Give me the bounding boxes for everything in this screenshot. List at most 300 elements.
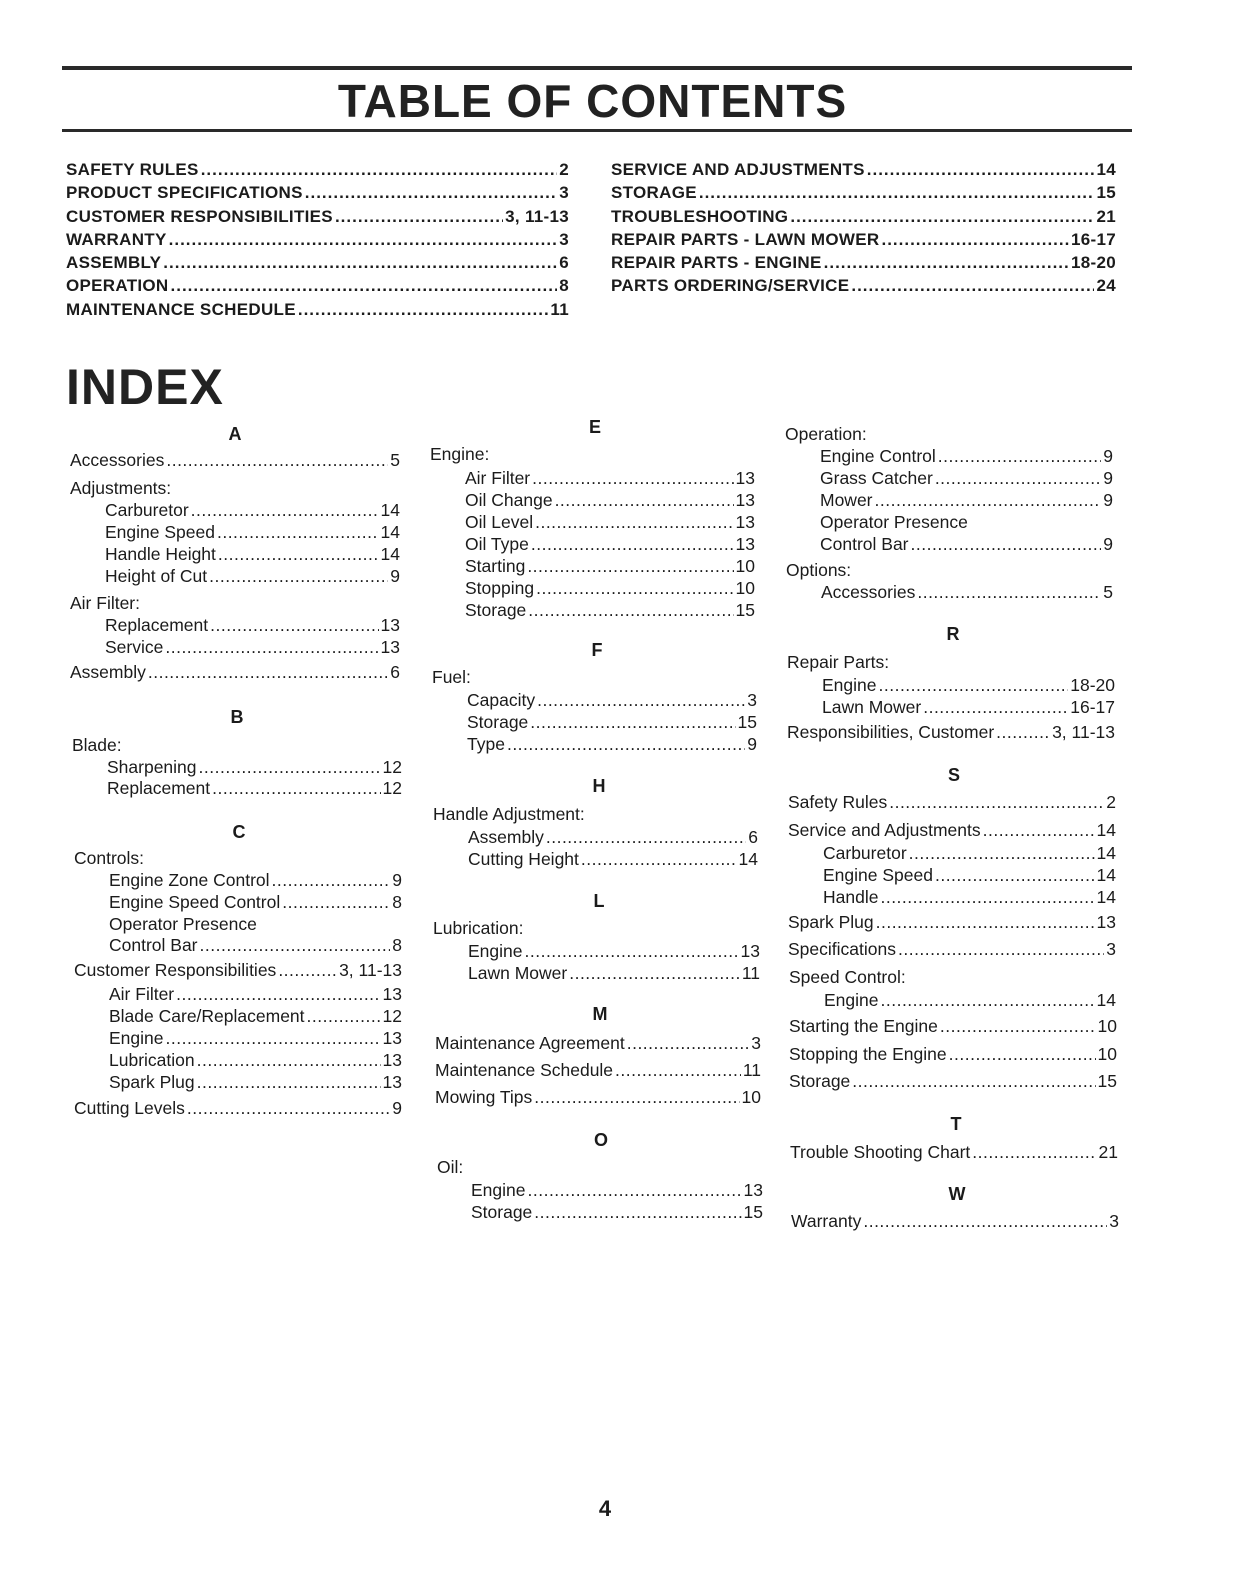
dot-leader bbox=[983, 820, 1095, 841]
index-entry[interactable] bbox=[105, 615, 400, 636]
index-letter: B bbox=[230, 707, 244, 727]
index-entry-page: 3 bbox=[1109, 1211, 1119, 1231]
index-entry-label: Replacement bbox=[105, 615, 209, 635]
index-entry-page: 6 bbox=[390, 662, 400, 682]
toc-entry-page: 3, 11-13 bbox=[505, 206, 569, 226]
title-rule bbox=[62, 129, 1132, 132]
dot-leader bbox=[581, 849, 737, 870]
dot-leader bbox=[197, 1072, 381, 1093]
index-entry-page: 21 bbox=[1098, 1142, 1118, 1162]
index-entry-label: Blade Care/Replacement bbox=[109, 1006, 305, 1026]
index-entry[interactable] bbox=[435, 1060, 761, 1081]
dot-leader bbox=[171, 276, 558, 296]
index-heading: Operation: bbox=[785, 424, 867, 444]
index-entry-label: Control Bar bbox=[109, 935, 198, 955]
index-entry-page: 13 bbox=[1096, 912, 1116, 932]
index-entry-label: Specifications bbox=[788, 939, 896, 959]
index-entry-label: Lubrication bbox=[109, 1050, 195, 1070]
index-entry-page: 18-20 bbox=[1070, 675, 1115, 695]
dot-leader bbox=[298, 300, 549, 320]
index-entry-label: Lawn Mower bbox=[468, 963, 568, 983]
dot-leader bbox=[166, 450, 388, 471]
index-entry-page: 3, 11-13 bbox=[1052, 722, 1115, 742]
toc-entry-page: 21 bbox=[1096, 206, 1116, 226]
index-heading: Engine: bbox=[430, 444, 490, 464]
dot-leader bbox=[176, 984, 380, 1005]
index-entry-page: 9 bbox=[1103, 534, 1113, 554]
index-entry-label: Replacement bbox=[107, 778, 211, 798]
index-entry[interactable] bbox=[109, 870, 402, 891]
index-entry-page: 13 bbox=[735, 512, 755, 532]
index-entry-page: 15 bbox=[735, 600, 755, 620]
index-entry-page: 16-17 bbox=[1070, 697, 1115, 717]
toc-entry-page: 3 bbox=[559, 183, 569, 203]
index-entry[interactable] bbox=[789, 1071, 1117, 1092]
index-entry-page: 11 bbox=[742, 1060, 761, 1080]
dot-leader bbox=[867, 160, 1095, 180]
toc-entry-label: WARRANTY bbox=[66, 229, 167, 249]
toc-entry[interactable] bbox=[611, 207, 1116, 230]
index-entry-label: Service and Adjustments bbox=[788, 820, 981, 840]
dot-leader bbox=[917, 582, 1101, 603]
index-entry-label: Handle bbox=[823, 887, 879, 907]
index-heading: Handle Adjustment: bbox=[433, 804, 585, 824]
index-entry-label: Carburetor bbox=[105, 500, 189, 520]
dot-leader bbox=[996, 722, 1050, 743]
toc-entry-label: CUSTOMER RESPONSIBILITIES bbox=[66, 206, 333, 226]
index-entry-label: Type bbox=[467, 734, 505, 754]
index-entry[interactable] bbox=[435, 1087, 761, 1108]
toc-entry-page: 14 bbox=[1096, 160, 1116, 179]
index-entry-page: 12 bbox=[382, 757, 402, 777]
index-entry-label: Capacity bbox=[467, 690, 536, 710]
index-entry-label: Maintenance Schedule bbox=[435, 1060, 614, 1080]
index-entry-label: Carburetor bbox=[823, 843, 907, 863]
dot-leader bbox=[201, 160, 558, 180]
index-entry[interactable] bbox=[468, 941, 760, 962]
toc-entry-label: ASSEMBLY bbox=[66, 253, 162, 273]
index-entry-label: Spark Plug bbox=[109, 1072, 195, 1092]
dot-leader bbox=[166, 1028, 381, 1049]
toc-entry[interactable] bbox=[66, 183, 569, 206]
index-entry[interactable] bbox=[790, 1142, 1118, 1163]
dot-leader bbox=[148, 662, 388, 683]
index-entry[interactable] bbox=[465, 468, 755, 489]
index-entry-label: Engine Speed Control bbox=[109, 892, 281, 912]
toc-entry[interactable] bbox=[66, 207, 569, 230]
index-entry[interactable] bbox=[820, 534, 1113, 555]
dot-leader bbox=[935, 468, 1101, 489]
index-entry-label: Control Bar bbox=[820, 534, 909, 554]
index-entry[interactable] bbox=[70, 450, 400, 471]
index-entry-label: Accessories bbox=[821, 582, 916, 602]
index-entry-label: Service bbox=[105, 637, 164, 657]
index-entry[interactable] bbox=[465, 490, 755, 511]
toc-entry[interactable] bbox=[611, 253, 1116, 276]
index-entry[interactable] bbox=[109, 1072, 402, 1093]
index-entry-label: Storage bbox=[789, 1071, 851, 1091]
index-entry-page: 13 bbox=[743, 1180, 763, 1200]
index-entry-page: 14 bbox=[380, 522, 400, 542]
index-entry-label: Air Filter bbox=[109, 984, 175, 1004]
index-entry-page: 13 bbox=[382, 984, 402, 1004]
index-entry[interactable] bbox=[822, 675, 1115, 696]
toc-entry-page: 16-17 bbox=[1071, 229, 1116, 249]
index-entry[interactable] bbox=[105, 544, 400, 565]
index-entry-page: 13 bbox=[735, 468, 755, 488]
index-entry[interactable] bbox=[471, 1180, 763, 1201]
toc-entry-label: SERVICE AND ADJUSTMENTS bbox=[611, 160, 865, 179]
dot-leader bbox=[199, 757, 381, 778]
index-entry-label: Sharpening bbox=[107, 757, 197, 777]
toc-entry[interactable] bbox=[66, 253, 569, 276]
index-entry[interactable] bbox=[824, 990, 1116, 1011]
dot-leader bbox=[972, 1142, 1096, 1163]
index-entry-label: Customer Responsibilities bbox=[74, 960, 277, 980]
index-title: INDEX bbox=[66, 359, 224, 415]
index-entry[interactable] bbox=[435, 1033, 761, 1054]
index-entry[interactable] bbox=[74, 1098, 402, 1119]
dot-leader bbox=[278, 960, 337, 981]
dot-leader bbox=[507, 734, 745, 755]
index-entry-page: 10 bbox=[735, 556, 755, 576]
index-entry-page: 10 bbox=[735, 578, 755, 598]
index-entry-label: Handle Height bbox=[105, 544, 216, 564]
toc-entry-label: REPAIR PARTS - LAWN MOWER bbox=[611, 229, 880, 249]
index-entry-label: Starting the Engine bbox=[789, 1016, 938, 1036]
dot-leader bbox=[191, 500, 379, 521]
index-entry-label: Engine bbox=[468, 941, 523, 961]
dot-leader bbox=[535, 512, 733, 533]
index-heading: Lubrication: bbox=[433, 918, 524, 938]
toc-entry-page: 15 bbox=[1096, 183, 1116, 203]
index-entry-label: Stopping the Engine bbox=[789, 1044, 947, 1064]
index-entry[interactable] bbox=[109, 1050, 402, 1071]
index-entry-label: Engine bbox=[824, 990, 879, 1010]
index-entry-page: 13 bbox=[382, 1050, 402, 1070]
toc-entry[interactable] bbox=[611, 160, 1116, 183]
dot-leader bbox=[909, 843, 1095, 864]
dot-leader bbox=[863, 1211, 1107, 1232]
index-entry-label: Engine Speed bbox=[105, 522, 215, 542]
toc-title: TABLE OF CONTENTS bbox=[337, 75, 848, 127]
toc-entry-page: 6 bbox=[559, 253, 569, 273]
index-entry-label: Air Filter bbox=[465, 468, 531, 488]
toc-entry-page: 11 bbox=[550, 299, 569, 319]
index-entry-label: Mowing Tips bbox=[435, 1087, 533, 1107]
index-entry-page: 3, 11-13 bbox=[339, 960, 402, 980]
index-entry[interactable] bbox=[465, 534, 755, 555]
index-entry-page: 6 bbox=[748, 827, 758, 847]
index-entry[interactable] bbox=[820, 446, 1113, 467]
index-entry[interactable] bbox=[788, 912, 1116, 933]
index-letter: W bbox=[948, 1184, 966, 1204]
index-entry-page: 8 bbox=[392, 892, 402, 912]
index-entry[interactable] bbox=[105, 566, 400, 587]
index-entry-page: 2 bbox=[1106, 792, 1116, 812]
index-entry-label: Grass Catcher bbox=[820, 468, 933, 488]
index-entry[interactable] bbox=[823, 843, 1116, 864]
toc-entry-page: 2 bbox=[559, 160, 569, 179]
dot-leader bbox=[200, 935, 391, 956]
dot-leader bbox=[536, 578, 733, 599]
dot-leader bbox=[534, 1202, 741, 1223]
index-entry-label: Assembly bbox=[70, 662, 146, 682]
dot-leader bbox=[898, 939, 1104, 960]
dot-leader bbox=[163, 253, 557, 273]
index-entry[interactable] bbox=[789, 1016, 1117, 1037]
dot-leader bbox=[530, 712, 735, 733]
dot-leader bbox=[546, 827, 746, 848]
index-entry[interactable] bbox=[105, 637, 400, 658]
index-entry-label: Storage bbox=[467, 712, 529, 732]
index-entry-page: 14 bbox=[1096, 887, 1116, 907]
index-entry-label: Engine Speed bbox=[823, 865, 933, 885]
index-entry-page: 13 bbox=[380, 615, 400, 635]
index-entry-page: 3 bbox=[1106, 939, 1116, 959]
index-letter: R bbox=[946, 624, 960, 644]
index-heading: Options: bbox=[786, 560, 852, 580]
index-entry[interactable] bbox=[823, 887, 1116, 908]
index-entry-label: Engine bbox=[109, 1028, 164, 1048]
index-letter: T bbox=[950, 1114, 962, 1134]
page-number: 4 bbox=[598, 1496, 612, 1521]
dot-leader bbox=[218, 544, 379, 565]
index-entry-page: 5 bbox=[1103, 582, 1113, 602]
dot-leader bbox=[165, 637, 378, 658]
index-entry-label: Engine Zone Control bbox=[109, 870, 270, 890]
index-entry-label: Lawn Mower bbox=[822, 697, 922, 717]
toc-entry-label: PARTS ORDERING/SERVICE bbox=[611, 276, 850, 296]
index-entry[interactable] bbox=[109, 1028, 402, 1049]
toc-entry-page: 24 bbox=[1096, 276, 1116, 296]
index-entry[interactable] bbox=[467, 734, 757, 755]
index-entry[interactable] bbox=[789, 1044, 1117, 1065]
index-entry-page: 3 bbox=[747, 690, 757, 710]
index-entry-label: Starting bbox=[465, 556, 526, 576]
index-letter: F bbox=[591, 640, 603, 660]
toc-entry-page: 3 bbox=[559, 229, 569, 249]
index-entry[interactable] bbox=[109, 984, 402, 1005]
index-entry-label: Oil Type bbox=[465, 534, 529, 554]
index-entry[interactable] bbox=[788, 792, 1116, 813]
toc-entry-label: TROUBLESHOOTING bbox=[611, 206, 789, 226]
index-entry-label: Maintenance Agreement bbox=[435, 1033, 625, 1053]
index-entry-page: 12 bbox=[382, 1006, 402, 1026]
index-entry[interactable] bbox=[107, 778, 402, 799]
index-entry[interactable] bbox=[788, 820, 1116, 841]
index-heading: Speed Control: bbox=[789, 967, 906, 987]
dot-leader bbox=[852, 1071, 1095, 1092]
index-letter: L bbox=[593, 891, 605, 911]
index-entry[interactable] bbox=[468, 963, 760, 984]
toc-entry-page: 18-20 bbox=[1071, 253, 1116, 273]
dot-leader bbox=[555, 490, 734, 511]
toc-entry[interactable] bbox=[66, 276, 569, 299]
dot-leader bbox=[949, 1044, 1096, 1065]
index-entry-page: 8 bbox=[392, 935, 402, 955]
index-entry-page: 14 bbox=[738, 849, 758, 869]
index-entry[interactable] bbox=[109, 935, 402, 956]
index-entry-page: 10 bbox=[1097, 1044, 1117, 1064]
index-entry[interactable] bbox=[465, 556, 755, 577]
index-entry-label: Operator Presence bbox=[820, 512, 968, 532]
index-entry-page: 13 bbox=[740, 941, 760, 961]
index-entry-page: 14 bbox=[380, 544, 400, 564]
index-heading: Controls: bbox=[74, 848, 145, 868]
index-entry-page: 14 bbox=[1096, 865, 1116, 885]
index-entry-page: 15 bbox=[743, 1202, 763, 1222]
index-entry[interactable] bbox=[787, 722, 1115, 743]
index-entry-label: Cutting Levels bbox=[74, 1098, 185, 1118]
index-entry-page: 10 bbox=[741, 1087, 761, 1107]
index-entry[interactable] bbox=[467, 712, 757, 733]
dot-leader bbox=[305, 183, 557, 203]
index-entry[interactable] bbox=[465, 600, 755, 621]
index-entry[interactable] bbox=[791, 1211, 1119, 1232]
index-entry-page: 5 bbox=[390, 450, 400, 470]
index-entry-page: 9 bbox=[390, 566, 400, 586]
toc-entry[interactable] bbox=[66, 230, 569, 253]
index-entry[interactable] bbox=[109, 1006, 402, 1027]
index-entry-page: 14 bbox=[1096, 843, 1116, 863]
index-entry-page: 11 bbox=[741, 963, 760, 983]
dot-leader bbox=[935, 865, 1095, 886]
dot-leader bbox=[197, 1050, 381, 1071]
index-letter: O bbox=[593, 1130, 608, 1150]
index-letter: M bbox=[592, 1004, 608, 1024]
dot-leader bbox=[212, 778, 380, 799]
dot-leader bbox=[187, 1098, 390, 1119]
index-entry-label: Trouble Shooting Chart bbox=[790, 1142, 971, 1162]
index-entry[interactable] bbox=[465, 512, 755, 533]
index-entry[interactable] bbox=[821, 582, 1113, 603]
index-entry[interactable] bbox=[822, 697, 1115, 718]
index-entry-page: 13 bbox=[380, 637, 400, 657]
toc-entry[interactable] bbox=[66, 160, 569, 183]
index-heading: Repair Parts: bbox=[787, 652, 890, 672]
index-entry-label: Stopping bbox=[465, 578, 535, 598]
index-entry[interactable] bbox=[74, 960, 402, 981]
dot-leader bbox=[911, 534, 1102, 555]
index-letter: A bbox=[228, 424, 242, 444]
index-entry[interactable] bbox=[105, 500, 400, 521]
index-entry[interactable] bbox=[820, 468, 1113, 489]
index-entry-page: 13 bbox=[735, 490, 755, 510]
dot-leader bbox=[940, 1016, 1096, 1037]
toc-entry[interactable] bbox=[611, 230, 1116, 253]
index-entry-page: 15 bbox=[737, 712, 757, 732]
index-entry[interactable] bbox=[820, 490, 1113, 511]
toc-entry-label: OPERATION bbox=[66, 276, 169, 296]
toc-entry[interactable] bbox=[66, 300, 569, 323]
index-entry-page: 13 bbox=[735, 534, 755, 554]
index-entry[interactable] bbox=[465, 578, 755, 599]
toc-left-column bbox=[66, 160, 569, 323]
index-entry-page: 9 bbox=[392, 870, 402, 890]
dot-leader bbox=[531, 534, 734, 555]
index-entry[interactable] bbox=[471, 1202, 763, 1223]
index-entry-page: 14 bbox=[1096, 820, 1116, 840]
dot-leader bbox=[169, 230, 558, 250]
index-entry[interactable] bbox=[788, 939, 1116, 960]
index-heading: Blade: bbox=[72, 735, 122, 755]
toc-entry-label: REPAIR PARTS - ENGINE bbox=[611, 253, 822, 273]
index-heading: Air Filter: bbox=[70, 593, 140, 613]
index-entry-page: 12 bbox=[382, 778, 402, 798]
index-entry[interactable] bbox=[107, 757, 402, 778]
index-entry-label: Mower bbox=[820, 490, 873, 510]
index-entry-label: Engine bbox=[822, 675, 877, 695]
dot-leader bbox=[881, 990, 1095, 1011]
toc-entry-label: STORAGE bbox=[611, 183, 697, 203]
dot-leader bbox=[532, 468, 733, 489]
dot-leader bbox=[923, 697, 1068, 718]
index-entry-page: 14 bbox=[1096, 990, 1116, 1010]
index-entry[interactable] bbox=[468, 849, 758, 870]
index-heading: Fuel: bbox=[432, 667, 471, 687]
top-rule bbox=[62, 66, 1132, 70]
index-entry-label: Responsibilities, Customer bbox=[787, 722, 995, 742]
index-entry[interactable] bbox=[105, 522, 400, 543]
toc-entry-page: 8 bbox=[559, 276, 569, 296]
dot-leader bbox=[335, 207, 503, 227]
index-entry-page: 13 bbox=[382, 1028, 402, 1048]
dot-leader bbox=[528, 600, 733, 621]
index-entry-label: Assembly bbox=[468, 827, 544, 847]
index-entry-label: Height of Cut bbox=[105, 566, 208, 586]
dot-leader bbox=[307, 1006, 381, 1027]
dot-leader bbox=[209, 566, 388, 587]
index-entry-label: Accessories bbox=[70, 450, 165, 470]
index-entry-label: Oil Change bbox=[465, 490, 553, 510]
index-letter: E bbox=[588, 417, 601, 437]
index-entry-label: Storage bbox=[465, 600, 527, 620]
index-entry[interactable] bbox=[109, 892, 402, 913]
index-entry-page: 9 bbox=[1103, 468, 1113, 488]
index-heading: Adjustments: bbox=[70, 478, 172, 498]
index-entry-label: Operator Presence bbox=[109, 914, 257, 934]
index-entry-page: 3 bbox=[751, 1033, 761, 1053]
index-entry[interactable] bbox=[823, 865, 1116, 886]
index-entry-label: Engine Control bbox=[820, 446, 936, 466]
index-entry-page: 15 bbox=[1097, 1071, 1117, 1091]
index-entry[interactable] bbox=[467, 690, 757, 711]
dot-leader bbox=[217, 522, 379, 543]
dot-leader bbox=[790, 207, 1094, 227]
index-entry[interactable] bbox=[70, 662, 400, 683]
dot-leader bbox=[528, 1180, 742, 1201]
toc-entry[interactable] bbox=[611, 183, 1116, 206]
dot-leader bbox=[537, 690, 745, 711]
dot-leader bbox=[615, 1060, 741, 1081]
dot-leader bbox=[627, 1033, 750, 1054]
index-entry-label: Safety Rules bbox=[788, 792, 888, 812]
index-letter: C bbox=[232, 822, 246, 842]
index-entry-page: 14 bbox=[380, 500, 400, 520]
index-entry-page: 9 bbox=[747, 734, 757, 754]
index-entry-page: 9 bbox=[1103, 490, 1113, 510]
index-entry-label: Warranty bbox=[791, 1211, 862, 1231]
dot-leader bbox=[282, 892, 390, 913]
index-entry[interactable] bbox=[468, 827, 758, 848]
toc-entry[interactable] bbox=[611, 276, 1116, 299]
dot-leader bbox=[881, 230, 1069, 250]
index-heading: Oil: bbox=[437, 1157, 464, 1177]
dot-leader bbox=[699, 183, 1095, 203]
index-entry-label: Engine bbox=[471, 1180, 526, 1200]
dot-leader bbox=[876, 912, 1095, 933]
